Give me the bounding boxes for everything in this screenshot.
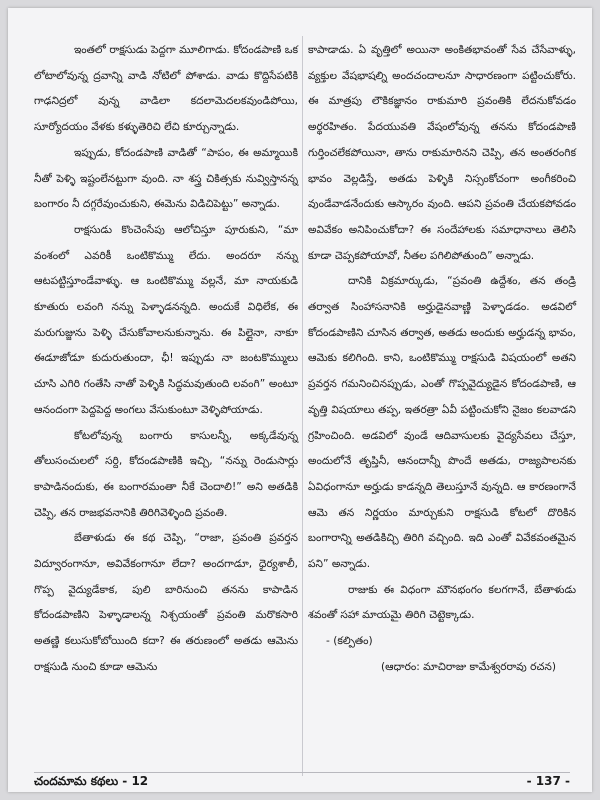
page-footer xyxy=(8,772,592,794)
credit-source: - (కల్పితం) xyxy=(326,635,373,648)
column-divider xyxy=(302,36,303,776)
left-column xyxy=(34,38,298,681)
paragraph: ఇప్పుడు, కోదండపాణి వాడితో “పాపం, ఈ అమ్మాయికి నీతో పెళ్ళి ఇష్టంలేనట్టుగా వుంది. నా శస్త్ర చికిత్సకు నువ్విస్తానన్న బంగారం నీ దగ్గరేవుంచుకుని, ఈమెను విడిచిపెట్టు” అన్నాడు. xyxy=(34,146,298,211)
document-page xyxy=(8,8,592,792)
page-number: - 137 - xyxy=(526,774,570,788)
right-column xyxy=(308,38,576,681)
paragraph: రాక్షసుడు కొంచెంసేపు ఆలోచిస్తూ పూరుకుని, “మా వంశంలో ఎవరికీ ఒంటికొమ్ము లేదు. అందరూ నన్ను ఆటపట్టిస్తూండేవాళ్ళు. ఆ ఒంటికొమ్ము వల్లనే, మా నాయకుడి కూతురు లవంగి నన్ను పెళ్ళాడనన్నది. అందుకే విధిలేక, ఈ మరుగుజ్జును పెళ్ళి చేసుకోవాలనుకున్నాను. ఈ పిల్లైనా, నాకూ ఈడూజోడూ కుదురుతుందా, ఛీ! ఇప్పుడు నా జంటకొమ్ములు చూసి ఎగిరి గంతేసి నాతో పెళ్ళికి సిద్ధమవుతుంది లవంగి” అంటూ ఆనందంగా పెద్దపెద్ద అంగలు వేసుకుంటూ వెళ్ళిపోయాడు. xyxy=(34,223,298,416)
paragraph: ఇంతలో రాక్షసుడు పెద్దగా మూలిగాడు. కోదండపాణి ఒక లోటాలోవున్న ద్రవాన్ని వాడి నోటిలో పోశాడు. వాడు కొద్దిసేపటికి గాఢనిద్రలో వున్న వాడిలా కదలామెదలకవుండిపోయి, సూర్యోదయం వేళకు కళ్ళుతెరిచి లేచి కూర్చున్నాడు. xyxy=(34,44,298,134)
footer-rule xyxy=(34,772,570,773)
paragraph: దానికి విక్రమార్కుడు, “ప్రవంతి ఉద్దేశం, తన తండ్రి తర్వాత సింహాసనానికి అర్హుడైనవాణ్ణి పెళ్ళాడడం. అడవిలో కోదండపాణిని చూసిన తర్వాత, అతడు అందుకు అర్హుడన్న భావం, ఆమెకు కలిగింది. కాని, ఒంటికొమ్ము రాక్షసుడి విషయంలో అతని ప్రవర్తన గమనించినప్పుడు, ఎంతో గొప్పవైద్యుడైన కోదండపాణి, ఆ వృత్తి విషయాలు తప్ప, ఇతరత్రా ఏవీ పట్టించుకోని నైజం కలవాడని గ్రహించింది. అడవిలో వుండే ఆదివాసులకు వైద్యసేవలు చేస్తూ, అందులోనే తృప్తినీ, ఆనందాన్నీ పొందే అతడు, రాజ్యపాలనకు ఏవిధంగానూ అర్హుడు కాడన్నది తెలుస్తూనే వున్నది. ఆ కారణంగానే ఆమె తన నిర్ణయం మార్చుకుని రాక్షసుడి కోటలో దొరికిన బంగారాన్ని అతడికిచ్చి తిరిగి వచ్చింది. ఇది ఎంతో వివేకవంతమైన పని” అన్నాడు. xyxy=(308,275,576,571)
magazine-title: చందమామ కథలు - 12 xyxy=(34,774,149,788)
paragraph: కాపాడాడు. ఏ వృత్తిలో అయినా అంకితభావంతో సేవ చేసేవాళ్ళు, వ్యక్తుల వేషభాషల్ని అందచందాలనూ సాధారణంగా పట్టించుకోరు. ఈ మాత్రపు లౌకికజ్ఞానం రాకుమారి ప్రవంతికి లేదనుకోవడం అర్థరహితం. పేదయువతి వేషంలోవున్న తనను కోదండపాణి గుర్తించలేకపోయినా, తాను రాకుమారినని చెప్పి, తన అంతరంగిక భావం వెల్లడిస్తే, అతడు పెళ్ళికి నిస్సంకోచంగా అంగీకరించి వుండేవాడనేందుకు ఆస్కారం వుంది. ఆపని ప్రవంతి చేయకపోవడం అవివేకం అనిపించుకోదా? ఈ సందేహాలకు సమాధానాలు తెలిసి కూడా చెప్పకపోయావో, నీతల పగిలిపోతుంది” అన్నాడు. xyxy=(308,44,576,262)
paragraph: రాజుకు ఈ విధంగా మౌనభంగం కలగగానే, బేతాళుడు శవంతో సహా మాయమై తిరిగి చెట్టెక్కాడు. xyxy=(308,583,576,622)
paragraph: బేతాళుడు ఈ కథ చెప్పి, “రాజా, ప్రవంతి ప్రవర్తన విద్వూరంగానూ, అవివేకంగానూ లేదా? అందగాడూ, ధైర్యశాలీ, గొప్ప వైద్యుడేకాక, పులి బారినుంచి తనను కాపాడిన కోదండపాణిని పెళ్ళాడాలన్న నిశ్చయంతో ప్రవంతి మరొకసారి అతణ్ణి కలుసుకోబోయింది కదా? ఈ తరుణంలో అతడు ఆమెను రాక్షసుడి నుంచి కూడా ఆమెను xyxy=(34,532,298,673)
paragraph: కోటలోవున్న బంగారు కాసులన్నీ, అక్కడేవున్న తోలుసంచులలో సర్ది, కోదండపాణికి ఇచ్చి, “నన్ను రెండుసార్లు కాపాడినందుకు, ఈ బంగారమంతా నీకే చెందాలి!” అని అతడికి చెప్పి, తన రాజభవనానికి తిరిగివెళ్ళింది ప్రవంతి. xyxy=(34,429,298,519)
credit-author: (ఆధారం: మాచిరాజు కామేశ్వరరావు రచన) xyxy=(380,660,556,673)
